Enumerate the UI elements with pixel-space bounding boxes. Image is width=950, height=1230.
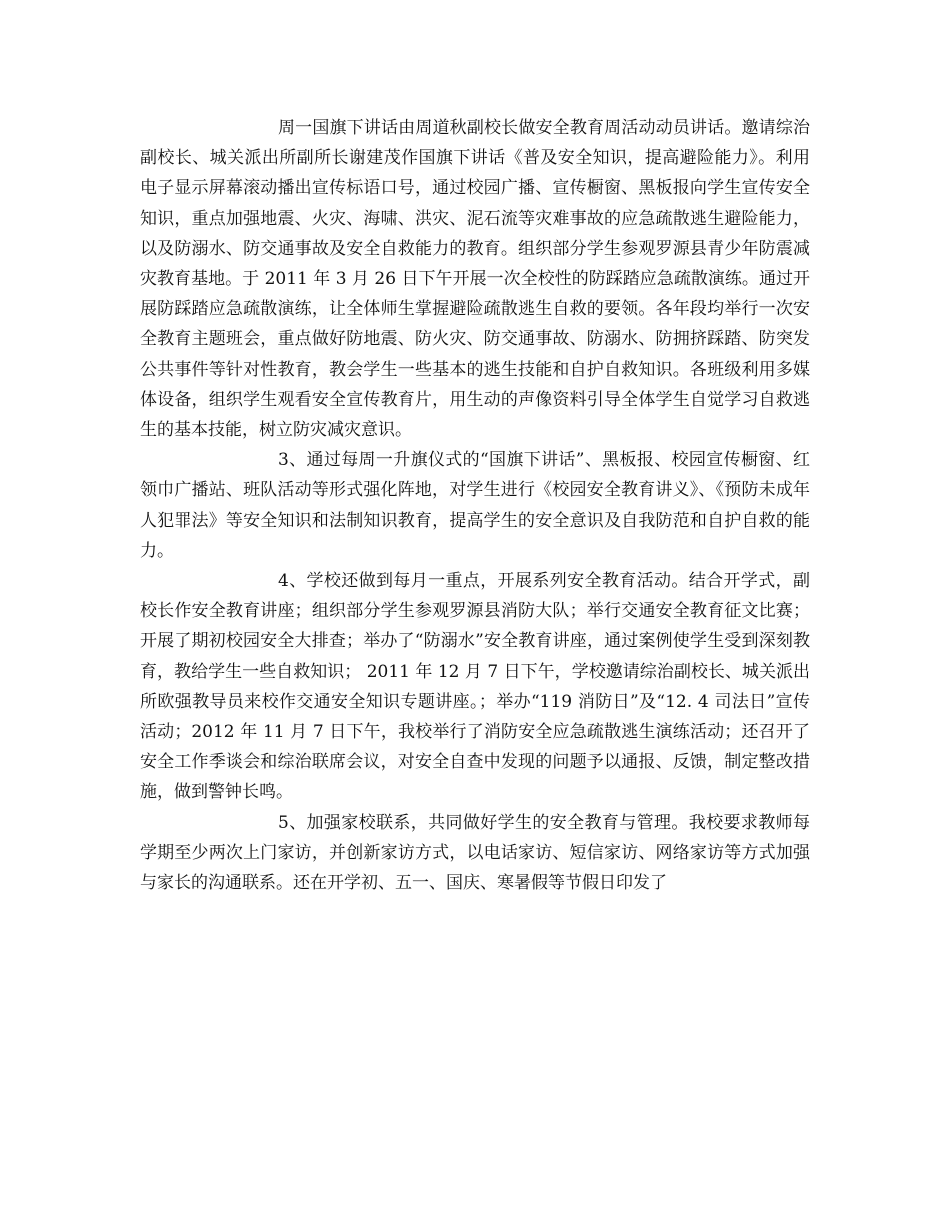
- document-body: [140, 113, 810, 898]
- paragraph-item-3: 3、通过每周一升旗仪式的“国旗下讲话”、黑板报、校园宣传橱窗、红领巾广播站、班队活动等形式强化阵地，对学生进行《校园安全教育讲义》、《预防未成年人犯罪法》等安全知识和法制知识教育，提高学生的安全意识及自我防范和自护自救的能力。: [140, 450, 810, 561]
- paragraph-safety-week: 周一国旗下讲话由周道秋副校长做安全教育周活动动员讲话。邀请综治副校长、城关派出所副所长谢建茂作国旗下讲话《普及安全知识，提高避险能力》。利用电子显示屏幕滚动播出宣传标语口号，通过校园广播、宣传橱窗、黑板报向学生宣传安全知识，重点加强地震、火灾、海啸、洪灾、泥石流等灾难事故的应急疏散逃生避险能力，以及防溺水、防交通事故及安全自救能力的教育。组织部分学生参观罗源县青少年防震减灾教育基地。于 2011 年 3 月 26 日下午开展一次全校性的防踩踏应急疏散演练。通过开展防踩踏应急疏散演练，让全体师生掌握避险疏散逃生自救的要领。各年段均举行一次安全教育主题班会，重点做好防地震、防火灾、防交通事故、防溺水、防拥挤踩踏、防突发公共事件等针对性教育，教会学生一些基本的逃生技能和自护自救知识。各班级利用多媒体设备，组织学生观看安全宣传教育片，用生动的声像资料引导全体学生自觉学习自救逃生的基本技能，树立防灾减灾意识。: [140, 118, 810, 441]
- paragraph-item-5: 5、加强家校联系，共同做好学生的安全教育与管理。我校要求教师每学期至少两次上门家访，并创新家访方式，以电话家访、短信家访、网络家访等方式加强与家长的沟通联系。还在开学初、五一、国庆、寒暑假等节假日印发了: [140, 812, 810, 894]
- paragraph-item-4: 4、学校还做到每月一重点，开展系列安全教育活动。结合开学式，副校长作安全教育讲座；组织部分学生参观罗源县消防大队；举行交通安全教育征文比赛；开展了期初校园安全大排查；举办了“防溺水”安全教育讲座，通过案例使学生受到深刻教育，教给学生一些自救知识； 2011 年 12 月 7 日下午，学校邀请综治副校长、城关派出所欧强教导员来校作交通安全知识专题讲座。；举办“119 消防日”及“12. 4 司法日”宣传活动；2012 年 11 月 7 日下午，我校举行了消防安全应急疏散逃生演练活动；还召开了安全工作季谈会和综治联席会议，对安全自查中发现的问题予以通报、反馈，制定整改措施，做到警钟长鸣。: [140, 571, 810, 803]
